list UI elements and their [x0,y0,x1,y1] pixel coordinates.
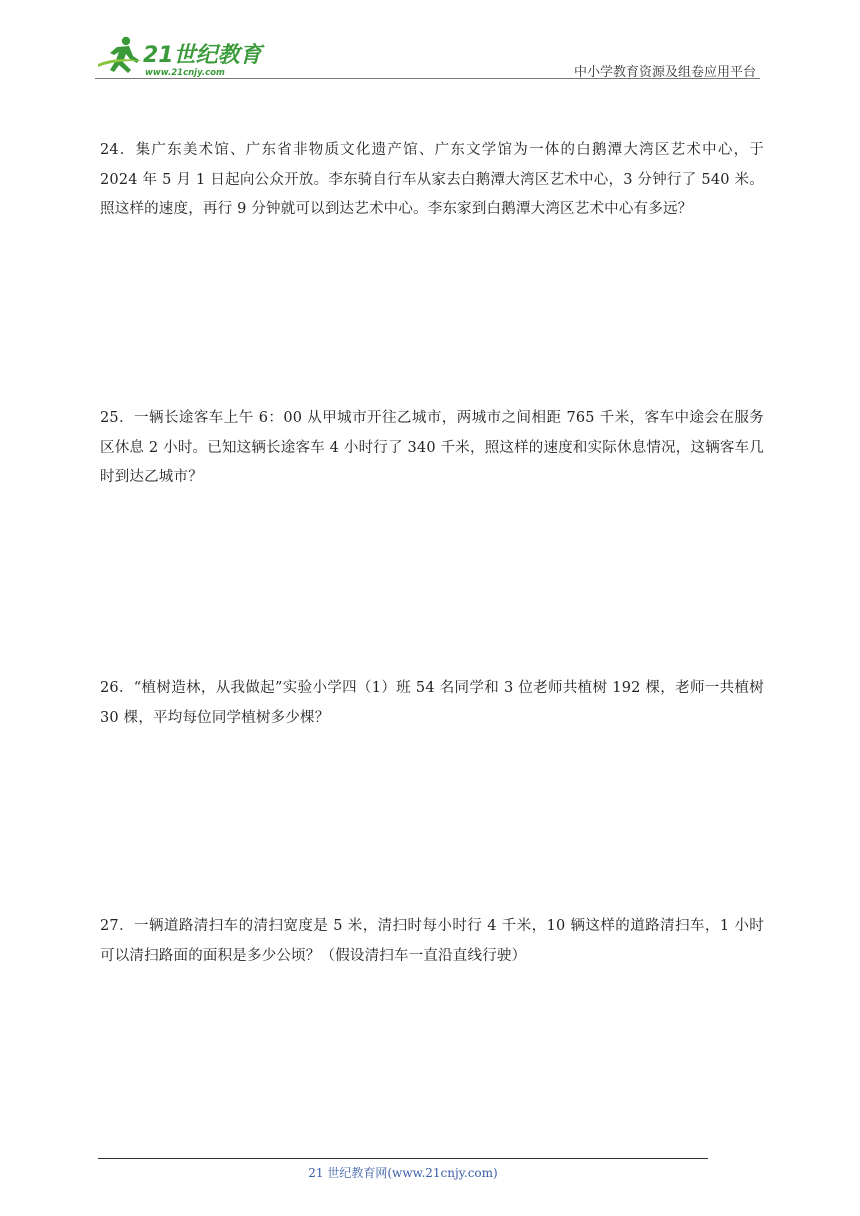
site-logo [95,34,265,78]
question-25: 25．一辆长途客车上午 6：00 从甲城市开往乙城市，两城市之间相距 765 千米，客车中途会在服务区休息 2 小时。已知这辆长途客车 4 小时行了 340 千米，照这样的速度和实际休息情况，这辆客车几时到达乙城市？ [100,410,764,485]
question-26: 26．“植树造林，从我做起”实验小学四（1）班 54 名同学和 3 位老师共植树 192 棵，老师一共植树 30 棵，平均每位同学植树多少棵？ [100,680,764,726]
question-27: 27．一辆道路清扫车的清扫宽度是 5 米，清扫时每小时行 4 千米，10 辆这样的道路清扫车，1 小时可以清扫路面的面积是多少公顷？（假设清扫车一直沿直线行驶） [100,918,764,964]
question-24: 24．集广东美术馆、广东省非物质文化遗产馆、广东文学馆为一体的白鹅潭大湾区艺术中心，于 2024 年 5 月 1 日起向公众开放。李东骑自行车从家去白鹅潭大湾区艺术中心，3 分钟行了 540 米。照这样的速度，再行 9 分钟就可以到达艺术中心。李东家到白鹅潭大湾区艺术中心有多远？ [100,142,764,217]
header-divider [95,78,760,79]
logo-url: www.21cnjy.com [145,68,225,78]
runner-icon [98,37,143,73]
logo-text: 21世纪教育 [143,43,262,68]
platform-title: 中小学教育资源及组卷应用平台 [573,65,756,80]
footer-divider [98,1158,708,1159]
page-header [95,30,760,80]
footer-source: 21 世纪教育网(www.21cnjy.com) [308,1166,498,1180]
